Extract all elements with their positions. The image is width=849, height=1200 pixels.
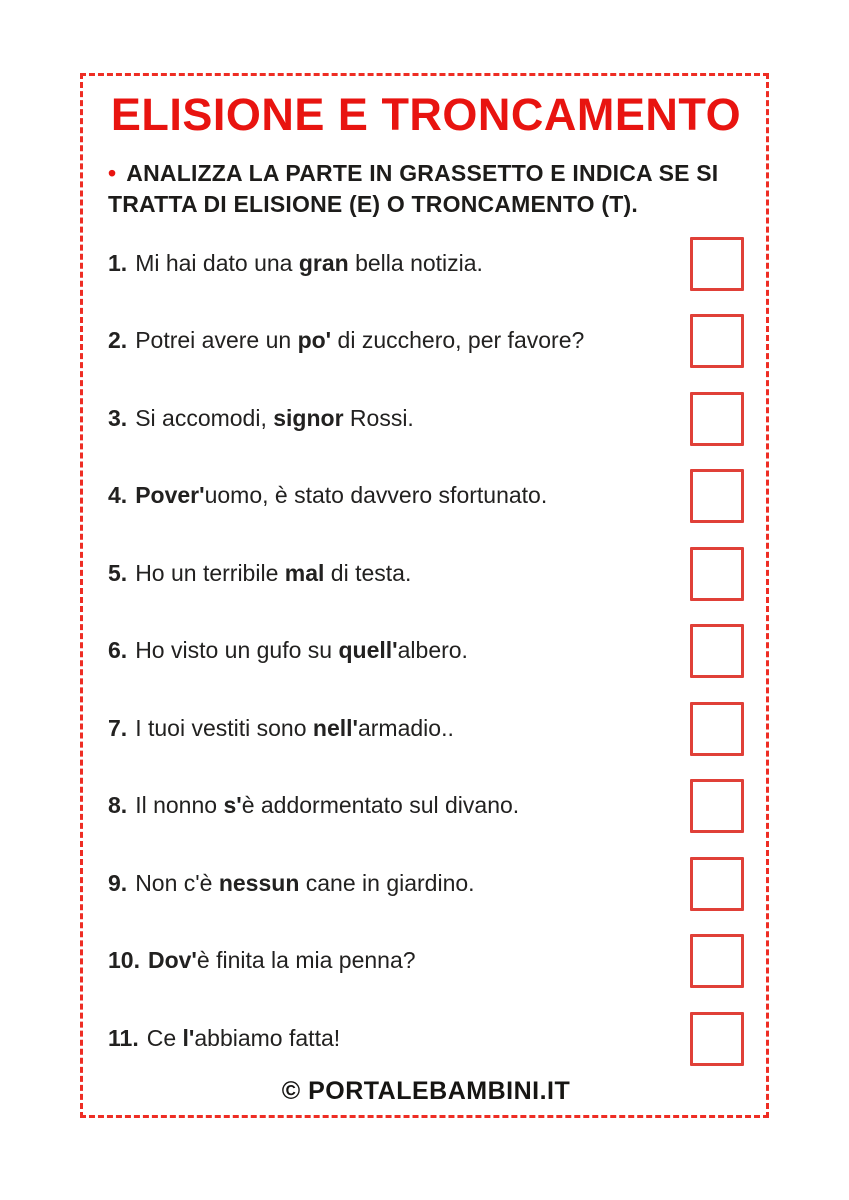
answer-box-11[interactable] <box>690 1012 744 1066</box>
exercise-row-4 <box>108 457 744 535</box>
sentence-pre: Ho un terribile <box>135 559 285 586</box>
item-number: 6. <box>108 637 128 664</box>
sentence-pre: Ce <box>146 1024 183 1051</box>
sentence-post: di zucchero, per favore? <box>331 327 585 354</box>
item-number: 1. <box>108 249 128 276</box>
sentence-bold: l' <box>182 1024 195 1051</box>
item-number: 4. <box>108 482 128 509</box>
answer-box-10[interactable] <box>690 934 744 988</box>
sentence-pre: I tuoi vestiti sono <box>135 714 313 741</box>
exercise-row-3 <box>108 380 744 458</box>
sentence-post: cane in giardino. <box>299 869 475 896</box>
instructions-line2: TRATTA DI ELISIONE (E) O TRONCAMENTO (T). <box>108 191 638 218</box>
sentence-pre: Non c'è <box>135 869 219 896</box>
sentence-pre: Mi hai dato una <box>135 249 299 276</box>
sentence-post: bella notizia. <box>348 249 483 276</box>
exercise-row-9 <box>108 845 744 923</box>
sentence-bold: s' <box>223 792 242 819</box>
worksheet-content <box>83 76 766 1118</box>
sentence-post: uomo, è stato davvero sfortunato. <box>204 482 548 509</box>
instructions <box>108 158 744 221</box>
instructions-line1: ANALIZZA LA PARTE IN GRASSETTO E INDICA SE SI <box>126 159 719 186</box>
answer-box-5[interactable] <box>690 547 744 601</box>
item-number: 10. <box>108 947 140 974</box>
answer-box-7[interactable] <box>690 702 744 756</box>
sentence-pre: Si accomodi, <box>135 404 274 431</box>
sentence-10 <box>108 946 426 976</box>
exercise-list <box>108 225 744 1078</box>
exercise-row-11 <box>108 1000 744 1078</box>
sentence-bold: Pover' <box>135 482 205 509</box>
sentence-1 <box>108 249 493 279</box>
exercise-row-2 <box>108 302 744 380</box>
answer-box-1[interactable] <box>690 237 744 291</box>
sentence-post: Rossi. <box>343 404 414 431</box>
sentence-post: armadio.. <box>357 714 454 741</box>
answer-box-3[interactable] <box>690 392 744 446</box>
sentence-pre: Ho visto un gufo su <box>135 637 339 664</box>
sentence-post: di testa. <box>324 559 412 586</box>
answer-box-6[interactable] <box>690 624 744 678</box>
item-number: 3. <box>108 404 128 431</box>
answer-box-4[interactable] <box>690 469 744 523</box>
bullet-icon: • <box>108 159 117 186</box>
sentence-bold: nessun <box>218 869 300 896</box>
sentence-post: abbiamo fatta! <box>194 1024 341 1051</box>
exercise-row-7 <box>108 690 744 768</box>
answer-box-8[interactable] <box>690 779 744 833</box>
exercise-row-8 <box>108 767 744 845</box>
sentence-8 <box>108 791 529 821</box>
sentence-7 <box>108 714 464 744</box>
sentence-3 <box>108 404 424 434</box>
item-number: 5. <box>108 559 128 586</box>
sentence-bold: gran <box>298 249 349 276</box>
answer-box-9[interactable] <box>690 857 744 911</box>
item-number: 11. <box>108 1024 139 1051</box>
page-title: ELISIONE E TRONCAMENTO <box>110 89 742 140</box>
exercise-row-1 <box>108 225 744 303</box>
sentence-bold: po' <box>297 327 332 354</box>
sentence-bold: nell' <box>312 714 358 741</box>
item-number: 8. <box>108 792 128 819</box>
exercise-row-5 <box>108 535 744 613</box>
exercise-row-10 <box>108 922 744 1000</box>
sentence-bold: quell' <box>338 637 398 664</box>
sentence-post: è finita la mia penna? <box>196 947 416 974</box>
footer-credit: © PORTALEBAMBINI.IT <box>281 1077 571 1106</box>
sentence-bold: signor <box>273 404 344 431</box>
sentence-bold: mal <box>284 559 325 586</box>
sentence-pre: Il nonno <box>135 792 224 819</box>
dashed-border-frame <box>80 73 769 1118</box>
exercise-row-6 <box>108 612 744 690</box>
sentence-9 <box>108 869 485 899</box>
sentence-pre: Potrei avere un <box>135 327 298 354</box>
item-number: 7. <box>108 714 128 741</box>
sentence-4 <box>108 481 557 511</box>
sentence-post: è addormentato sul divano. <box>241 792 520 819</box>
item-number: 9. <box>108 869 128 896</box>
item-number: 2. <box>108 327 128 354</box>
sentence-bold: Dov' <box>147 947 197 974</box>
sentence-2 <box>108 326 594 356</box>
sentence-6 <box>108 636 478 666</box>
sentence-post: albero. <box>397 637 468 664</box>
sentence-5 <box>108 559 421 589</box>
sentence-11 <box>108 1024 350 1054</box>
answer-box-2[interactable] <box>690 314 744 368</box>
